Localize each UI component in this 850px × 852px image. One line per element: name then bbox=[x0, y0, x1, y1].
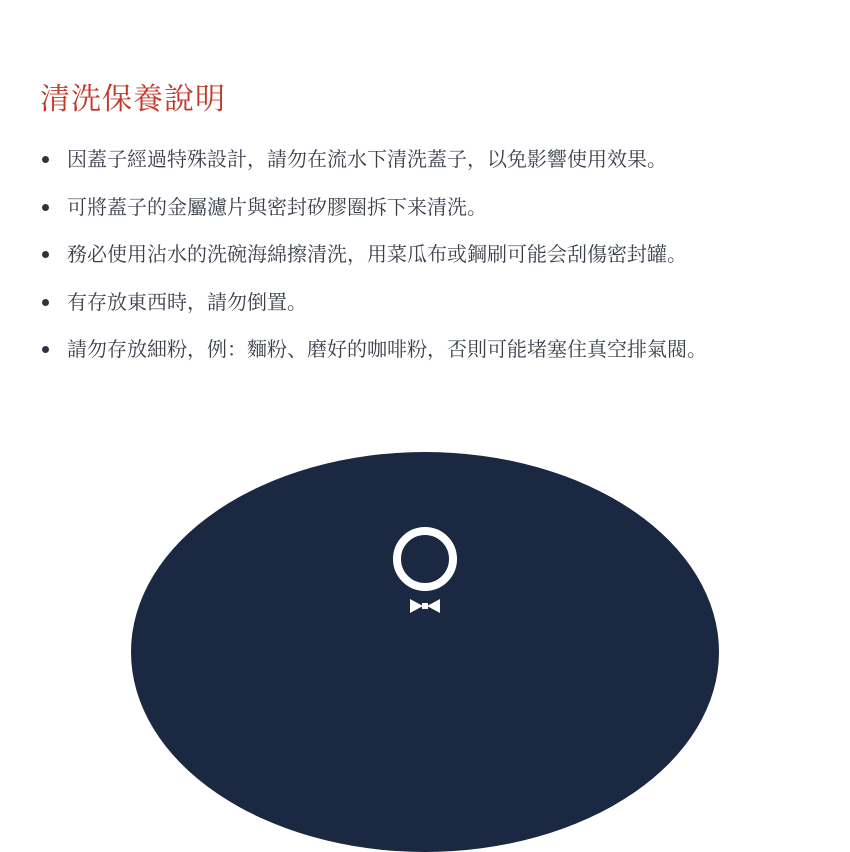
bullet-icon bbox=[42, 251, 49, 258]
care-instruction-item bbox=[40, 237, 707, 272]
care-instruction-text: 可將蓋子的金屬濾片與密封矽膠圈拆下来清洗。 bbox=[67, 194, 487, 219]
section-title: 清洗保養說明 bbox=[40, 82, 226, 117]
care-instruction-text: 請勿存放細粉，例：麵粉、磨好的咖啡粉，否則可能堵塞住真空排氣閥。 bbox=[67, 337, 707, 361]
bullet-icon bbox=[42, 156, 49, 163]
care-instruction-text: 有存放東西時，請勿倒置。 bbox=[67, 289, 307, 314]
ring-with-bowtie-icon bbox=[388, 524, 462, 620]
bullet-icon bbox=[42, 346, 49, 353]
care-instruction-text: 因蓋子經過特殊設計，請勿在流水下清洗蓋子，以免影響使用效果。 bbox=[67, 147, 667, 171]
care-instruction-item bbox=[40, 190, 707, 225]
care-instructions-list bbox=[40, 142, 707, 380]
care-instruction-text: 務必使用沾水的洗碗海綿擦清洗，用菜瓜布或鋼刷可能会刮傷密封罐。 bbox=[67, 242, 687, 266]
bullet-icon bbox=[42, 204, 49, 211]
brand-dome bbox=[131, 452, 719, 852]
care-instruction-item bbox=[40, 285, 707, 320]
bullet-icon bbox=[42, 299, 49, 306]
care-instruction-item bbox=[40, 142, 707, 177]
care-instruction-item bbox=[40, 332, 707, 367]
